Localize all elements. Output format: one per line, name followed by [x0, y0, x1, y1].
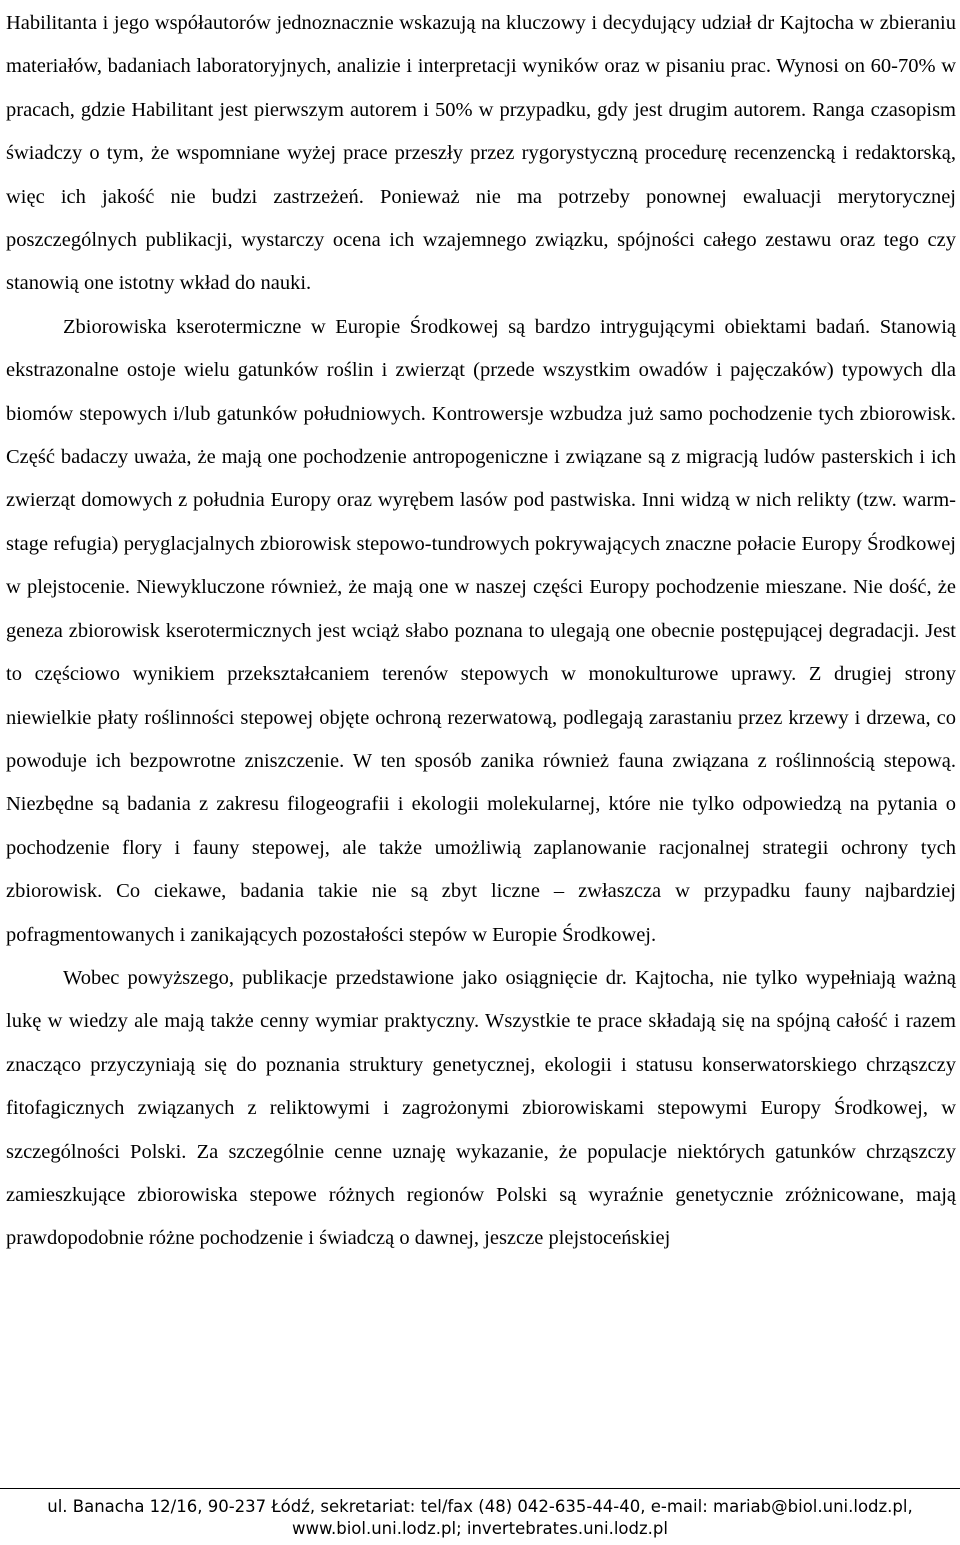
page-footer — [0, 1488, 960, 1545]
footer-websites: www.biol.uni.lodz.pl; invertebrates.uni.lodz.pl — [292, 1519, 668, 1538]
footer-divider — [0, 1488, 960, 1489]
paragraph-2: Zbiorowiska kserotermiczne w Europie Środkowej są bardzo intrygującymi obiektami badań. Stanowią ekstrazonalne ostoje wielu gatunków roślin i zwierząt (przede wszystkim owadów i pajęczaków) typowych dla biomów stepowych i/lub gatunków południowych. Kontrowersje wzbudza już samo pochodzenie tych zbiorowisk. Część badaczy uważa, że mają one pochodzenie antropogeniczne i związane są z migracją ludów pasterskich i ich zwierząt domowych z południa Europy oraz wyrębem lasów pod pastwiska. Inni widzą w nich relikty (tzw. warm-stage refugia) peryglacjalnych zbiorowisk stepowo-tundrowych pokrywających znaczne połacie Europy Środkowej w plejstocenie. Niewykluczone również, że mają one w naszej części Europy pochodzenie mieszane. Nie dość, że geneza zbiorowisk kserotermicznych jest wciąż słabo poznana to ulegają one obecnie postępującej degradacji. Jest to częściowo wynikiem przekształcaniem terenów stepowych w monokulturowe uprawy. Z drugiej strony niewielkie płaty roślinności stepowej objęte ochroną rezerwatową, podlegają zarastaniu przez krzewy i drzewa, co powoduje ich bezpowrotne zniszczenie. W ten sposób zanika również fauna związana z roślinnością stepową. Niezbędne są badania z zakresu filogeografii i ekologii molekularnej, które nie tylko odpowiedzą na pytania o pochodzenie flory i fauny stepowej, ale także umożliwią zaplanowanie racjonalnej strategii ochrony tych zbiorowisk. Co ciekawe, badania takie nie są zbyt liczne – zwłaszcza w przypadku fauny najbardziej pofragmentowanych i zanikających pozostałości stepów w Europie Środkowej. — [6, 315, 956, 946]
paragraph-1: Habilitanta i jego współautorów jednoznacznie wskazują na kluczowy i decydujący udział dr Kajtocha w zbieraniu materiałów, badaniach laboratoryjnych, analizie i interpretacji wyników oraz w pisaniu prac. Wynosi on 60-70% w pracach, gdzie Habilitant jest pierwszym autorem i 50% w przypadku, gdy jest drugim autorem. Ranga czasopism świadczy o tym, że wspomniane wyżej prace przeszły przez rygorystyczną procedurę recenzencką i redaktorską, więc ich jakość nie budzi zastrzeżeń. Ponieważ nie ma potrzeby ponownej ewaluacji merytorycznej poszczególnych publikacji, wystarczy ocena ich wzajemnego związku, spójności całego zestawu oraz tego czy stanowią one istotny wkład do nauki. — [6, 12, 956, 295]
paragraph-3: Wobec powyższego, publikacje przedstawione jako osiągnięcie dr. Kajtocha, nie tylko wypełniają ważną lukę w wiedzy ale mają także cenny wymiar praktyczny. Wszystkie te prace składają się na spójną całość i razem znacząco przyczyniają się do poznania struktury genetycznej, ekologii i statusu konserwatorskiego chrząszczy fitofagicznych związanych z reliktowymi i zagrożonymi zbiorowiskami stepowymi Europy Środkowej, w szczególności Polski. Za szczególnie cenne uznaję wykazanie, że populacje niektórych gatunków chrząszczy zamieszkujące zbiorowiska stepowe różnych regionów Polski są wyraźnie genetycznie zróżnicowane, mają prawdopodobnie różne pochodzenie i świadczą o dawnej, jeszcze plejstoceńskiej — [6, 966, 956, 1250]
document-body — [6, 2, 956, 1261]
footer-address: ul. Banacha 12/16, 90-237 Łódź, sekretariat: tel/fax (48) 042-635-44-40, e-mail: mariab@biol.uni.lodz.pl, — [47, 1497, 913, 1516]
